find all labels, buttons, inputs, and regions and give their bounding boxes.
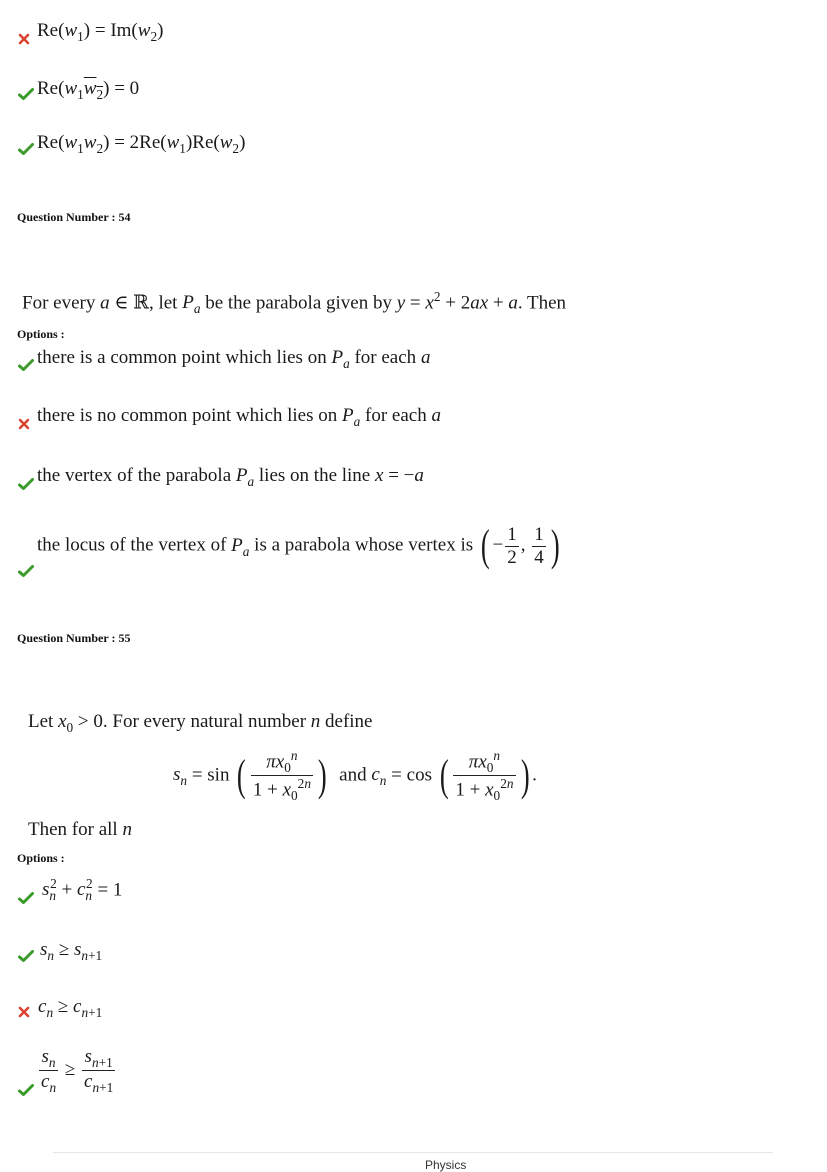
check-icon	[18, 88, 32, 100]
q54-option-1: there is a common point which lies on $P_a$ for each a	[37, 347, 431, 371]
cross-icon	[18, 418, 32, 430]
cross-icon	[18, 33, 32, 45]
footer-section-label: Physics	[425, 1158, 467, 1172]
question-number: Question Number : 54	[17, 210, 131, 224]
q55-option-3: $c_n \ge c_{n+1}$	[38, 996, 103, 1020]
question-formula: $s_n = \sin$ ( $\frac{\pi x_0^n}{1 + x_0^{2n}}$ ) and $c_n = \cos$ ( $\frac{\pi x_0^n}{1 + x_0^{2n}}$ ) .	[173, 748, 537, 804]
check-icon	[18, 950, 32, 962]
q55-option-4: $\frac{s_n}{c_n}$ ≥ $\frac{s_{n+1}}{c_{n+1}}$	[41, 1046, 114, 1095]
q54-option-2: there is no common point which lies on $P_a$ for each a	[37, 405, 441, 429]
q53-option-2: $Re(w_1w_2) = 0$	[37, 78, 140, 102]
check-icon	[18, 478, 32, 490]
question-stem-line1: Let $x_0 > 0$. For every natural number n define	[28, 711, 373, 735]
check-icon	[18, 892, 32, 904]
q53-option-3: $Re(w_1w_2) = 2Re(w_1)Re(w_2)$	[37, 132, 246, 156]
check-icon	[18, 565, 32, 577]
options-label: Options :	[17, 327, 65, 341]
q54-option-3: the vertex of the parabola $P_a$ lies on the line x = −a	[37, 465, 424, 489]
question-number: Question Number : 55	[17, 631, 131, 645]
q55-option-2: $s_n \ge s_{n+1}$	[40, 939, 103, 963]
q54-option-4: the locus of the vertex of $P_a$ is a parabola whose vertex is ( − $\frac{1}{2}$ , $\frac{1}{4}$ )	[37, 521, 560, 571]
q53-option-1: $Re(w_1) = Im(w_2)$	[37, 20, 164, 44]
footer-divider	[53, 1152, 773, 1153]
q55-option-1: $s_n^2 + c_n^2 = 1$	[42, 876, 123, 904]
question-stem-line2: Then for all n	[28, 819, 132, 840]
check-icon	[18, 359, 32, 371]
question-stem: For every a ∈ ℝ, let $P_a$ be the parabola given by $y = x^2 + 2ax + a$. Then	[22, 289, 567, 317]
check-icon	[18, 143, 32, 155]
cross-icon	[18, 1006, 32, 1018]
options-label: Options :	[17, 851, 65, 865]
check-icon	[18, 1084, 32, 1096]
